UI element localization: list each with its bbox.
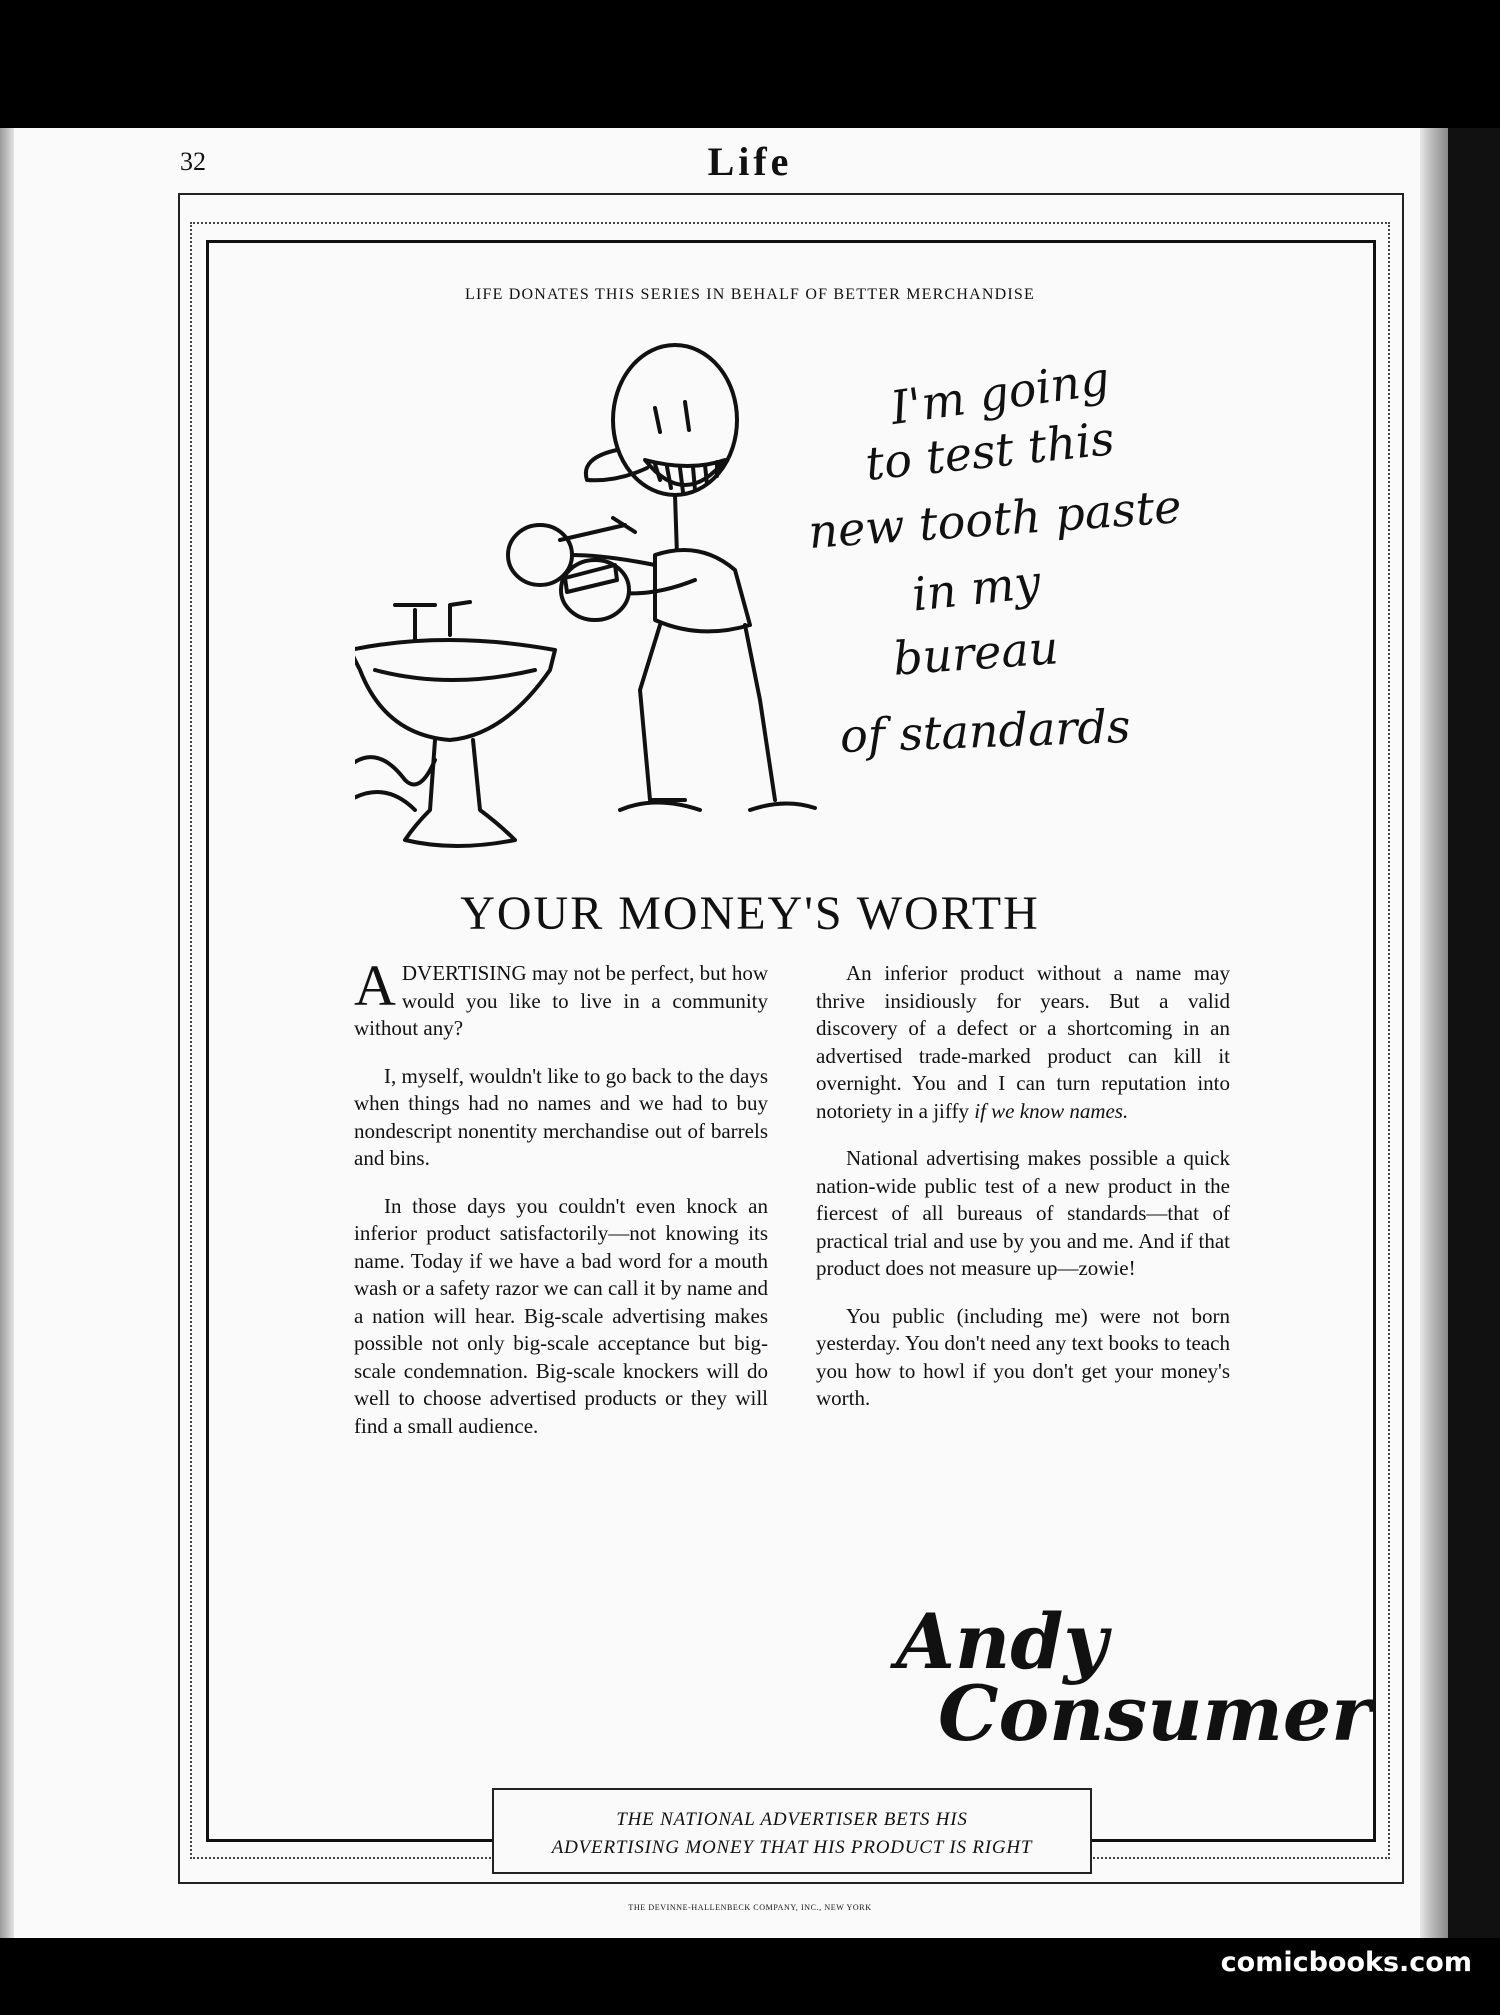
speech-line-2: to test this bbox=[862, 411, 1117, 491]
speech-line-6: of standards bbox=[839, 698, 1132, 764]
series-notice: LIFE DONATES THIS SERIES IN BEHALF OF BETTER MERCHANDISE bbox=[464, 286, 1036, 303]
tagline-line: ADVERTISING MONEY THAT HIS PRODUCT IS RIGHT bbox=[551, 1837, 1033, 1858]
paragraph bbox=[354, 953, 768, 1043]
emphasis-text: if we know names. bbox=[974, 1098, 1129, 1123]
page-number: 32 bbox=[180, 147, 206, 176]
paragraph: National advertising makes possible a quick nation-wide public test of a new product in the fiercest of all bureaus of standards—that of practical trial and use by you and me. And if that product does not measure up—zowie! bbox=[816, 1146, 1230, 1280]
tagline-line: THE NATIONAL ADVERTISER BETS HIS bbox=[616, 1809, 968, 1830]
signature-line: Consumer bbox=[938, 1669, 1372, 1758]
advertiser-tagline-box bbox=[492, 1788, 1092, 1874]
source-watermark: comicbooks.com bbox=[1220, 1947, 1472, 1978]
paragraph-text: DVERTISING may not be perfect, but how would you like to live in a community without any? bbox=[354, 961, 768, 1040]
book-spine bbox=[1420, 128, 1448, 1938]
andy-consumer-signature bbox=[878, 1597, 1372, 1758]
speech-line-4: in my bbox=[909, 554, 1044, 622]
speech-line-5: bureau bbox=[891, 620, 1061, 686]
printer-credit: THE DEVINNE-HALLENBECK COMPANY, INC., NEW YORK bbox=[628, 1903, 872, 1912]
paragraph bbox=[816, 960, 1230, 1125]
magazine-masthead: Life bbox=[707, 139, 793, 184]
paragraph: You public (including me) were not born yesterday. You don't need any text books to teach you how to howl if you don't get your money's worth. bbox=[816, 1303, 1230, 1410]
body-column-left bbox=[354, 953, 768, 1460]
scan-margin bbox=[1448, 128, 1500, 1938]
speech-line-1: I'm going bbox=[887, 350, 1113, 436]
paragraph: I, myself, wouldn't like to go back to the days when things had no names and we had to buy nondescript nonentity merchandise out of barrels and bins. bbox=[354, 1063, 768, 1170]
page-edge bbox=[0, 128, 14, 1938]
speech-line-3: new tooth paste bbox=[806, 479, 1184, 559]
paragraph: In those days you couldn't even knock an inferior product satisfactorily—not knowing its name. Today if we have a bad word for a mouth wash or a safety razor we can call it by name and a nation will hear. Big-scale advertising makes possible not only big-scale acceptance but big-scale condemnation. Big-scale knockers will do well to choose advertised products or they will find a small audience. bbox=[354, 1193, 768, 1438]
body-column-right bbox=[816, 960, 1230, 1433]
drop-cap: A bbox=[354, 953, 396, 1018]
paragraph-text: An inferior product without a name may thrive insidiously for years. But a valid discovery of a defect or a shortcoming in an advertised trade-marked product can kill it overnight. You and I can turn reputation into notoriety in a jiffy bbox=[816, 961, 1230, 1123]
ad-headline: YOUR MONEY'S WORTH bbox=[460, 887, 1040, 940]
signature-line: Andy bbox=[896, 1597, 1108, 1686]
